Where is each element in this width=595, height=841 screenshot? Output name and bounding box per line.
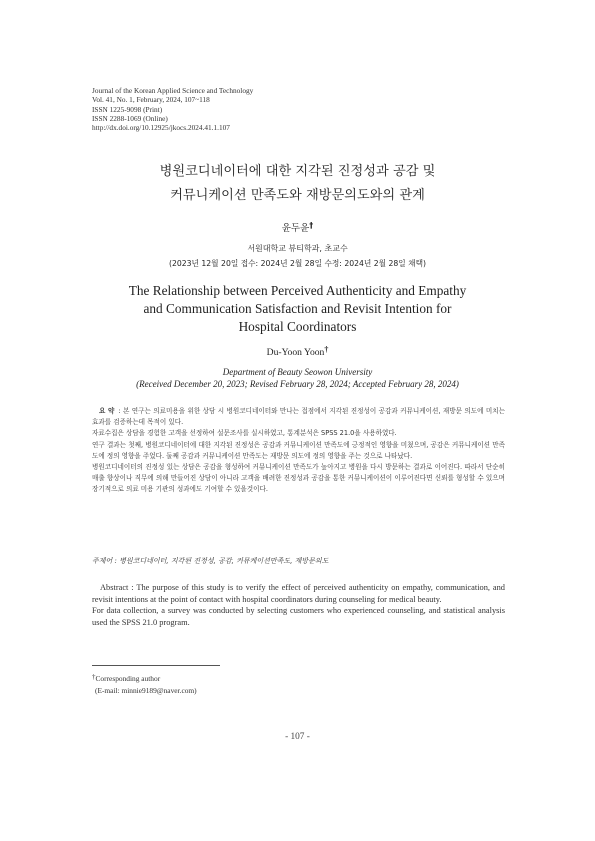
korean-abstract-paragraph-2: 자료수집은 상담을 경험한 고객을 선정하여 설문조사를 실시하였고, 통계분석은 SPSS 21.0을 사용하였다. xyxy=(92,429,397,438)
korean-author xyxy=(0,220,595,234)
english-abstract-paragraph-1 xyxy=(92,582,505,605)
footnote xyxy=(92,672,197,696)
korean-title-line-2: 커뮤니케이션 만족도와 재방문의도와의 관계 xyxy=(170,188,425,203)
korean-affiliation: 서원대학교 뷰티학과, 초교수 xyxy=(247,244,348,253)
footnote-divider xyxy=(92,665,220,666)
journal-volume: Vol. 41, No. 1, February, 2024, 107~118 xyxy=(92,95,210,105)
journal-name: Journal of the Korean Applied Science and Technology xyxy=(92,86,254,95)
english-abstract-paragraph-2: For data collection, a survey was conducted by selecting customers who experienced counseling, and statistical analysis used the SPSS 21.0 program. xyxy=(92,606,505,627)
issn-online: ISSN 2288-1069 (Online) xyxy=(92,113,168,123)
footnote-corresponding xyxy=(92,672,197,685)
english-author xyxy=(0,345,595,358)
korean-abstract xyxy=(92,406,505,496)
english-title-line-1: The Relationship between Perceived Authenticity and Empathy xyxy=(128,283,467,298)
corresponding-dagger-icon: † xyxy=(324,345,329,354)
english-title xyxy=(0,282,595,337)
english-author-name: Du-Yoon Yoon xyxy=(266,347,325,358)
corresponding-dagger-icon: † xyxy=(309,221,314,230)
english-abstract xyxy=(92,582,505,628)
korean-abstract-paragraph-4: 병원코디네이터의 진정성 있는 상담은 공감을 형성하여 커뮤니케이션 만족도가 높아지고 병원을 다시 방문하는 결과로 이어진다. 따라서 단순히 매출 향상이나 직무에 의해 만들어진 상담이 아니라 고객을 배려한 진정성과 공감을 통한 커뮤니케이션이 이루어진다면 신뢰를 형성할 수 있으며 장기적으로 의료 미용 기관의 성과에도 기여할 수 있을것이다. xyxy=(92,463,505,494)
page-number: - 107 - xyxy=(285,732,310,742)
korean-abstract-label: 요 약 xyxy=(99,407,115,415)
footnote-email[interactable]: (E-mail: minnie9189@naver.com) xyxy=(95,685,197,695)
korean-title-line-1: 병원코디네이터에 대한 지각된 진정성과 공감 및 xyxy=(159,164,436,179)
korean-abstract-paragraph-3: 연구 결과는 첫째, 병원코디네이터에 대한 지각된 진정성은 공감과 커뮤니케이션 만족도에 긍정적인 영향을 미쳤으며, 공감은 커뮤니케이션 만족도에 정의 영향을 주었다. 둘째 공감과 커뮤니케이션 만족도는 재방문 의도에 정의 영향을 주는 것으로 나타났다. xyxy=(92,440,505,460)
doi-link[interactable]: http://dx.doi.org/10.12925/jkocs.2024.41.1.107 xyxy=(92,123,230,133)
korean-keywords: 주제어 : 병원코디네이터, 지각된 진정성, 공감, 커뮤케이션만족도, 재방문의도 xyxy=(92,557,329,565)
footnote-dagger-icon: † xyxy=(92,673,96,681)
english-title-line-2: and Communication Satisfaction and Revisit Intention for xyxy=(143,301,452,317)
english-affiliation: Department of Beauty Seowon University xyxy=(222,367,373,377)
korean-author-name: 윤두윤 xyxy=(281,223,310,234)
issn-print: ISSN 1225-9098 (Print) xyxy=(92,104,163,114)
korean-abstract-text-1: : 본 연구는 의료미용을 위한 상담 시 병원코디네이터와 만나는 접점에서 지각된 진정성이 공감과 커뮤니케이션, 재방문 의도에 미치는 효과를 검증하는데 목적이 있다. xyxy=(92,407,505,427)
journal-info xyxy=(92,86,253,132)
english-abstract-text-1: : The purpose of this study is to verify the effect of perceived authenticity on empathy, communication, and revisit intentions at the point of contact with hospital coordinators during counseling for medical beauty. xyxy=(92,583,505,604)
english-dates: (Received December 20, 2023; Revised February 28, 2024; Accepted February 28, 2024) xyxy=(136,379,459,389)
footnote-label: Corresponding author xyxy=(95,674,161,683)
english-title-line-3: Hospital Coordinators xyxy=(238,319,357,335)
english-abstract-label: Abstract xyxy=(100,583,129,592)
korean-dates: (2023년 12월 20일 접수: 2024년 2월 28일 수정: 2024년 2월 28일 채택) xyxy=(168,259,427,268)
korean-abstract-paragraph-1 xyxy=(92,406,505,428)
